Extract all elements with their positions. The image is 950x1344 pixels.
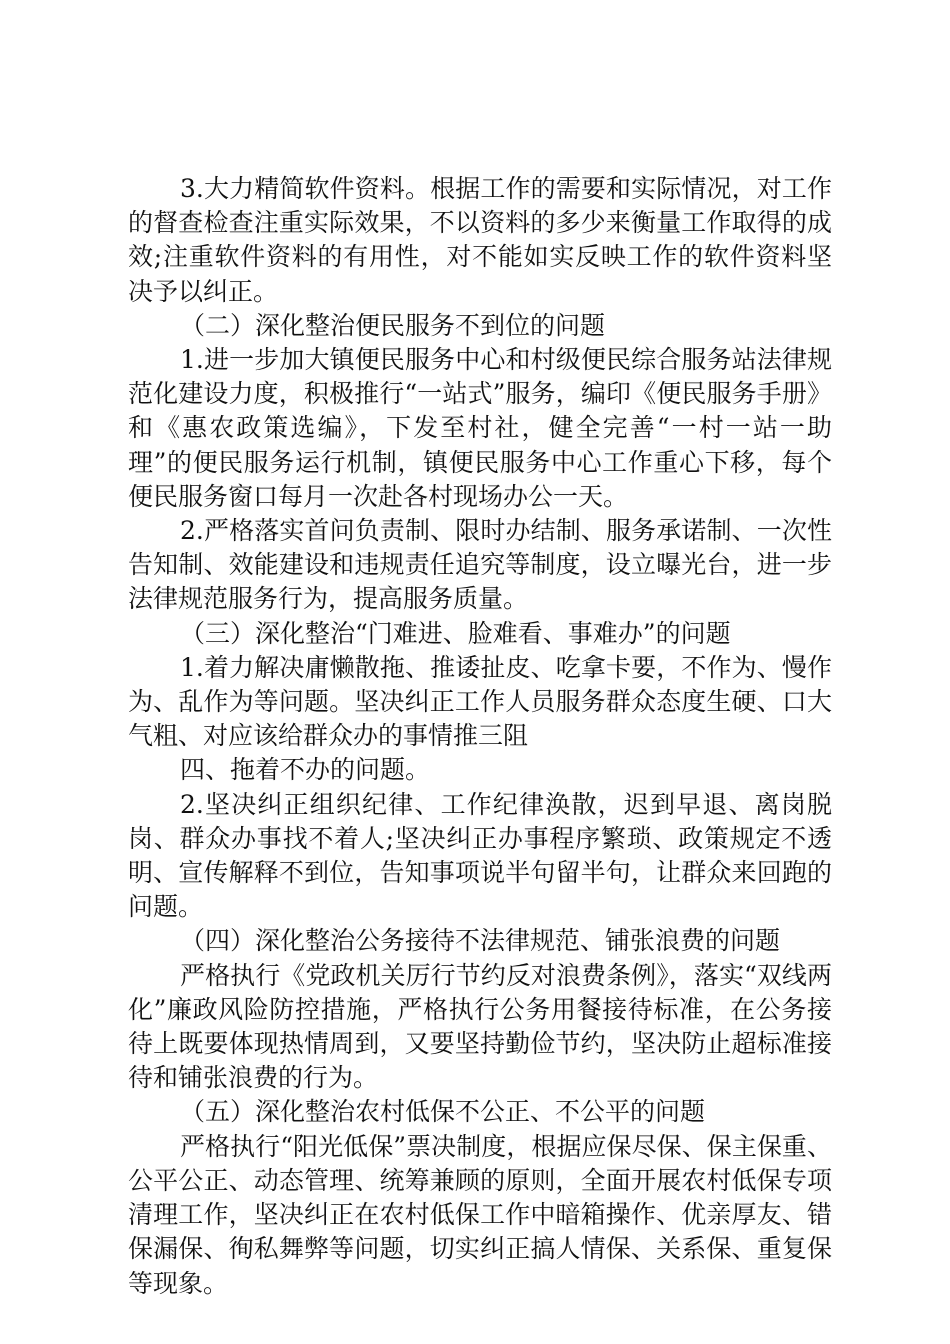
paragraph-body: 严格执行《党政机关厉行节约反对浪费条例》，落实“双线两化”廉政风险防控措施，严格执行公务用餐接待标准，在公务接待上既要体现热情周到，又要坚持勤俭节约，坚决防止超标准接待和铺张浪费的行为。 xyxy=(128,960,832,1093)
paragraph-continuation: 四、拖着不办的问题。 xyxy=(180,755,431,785)
section-heading-4: （四）深化整治公务接待不法律规范、铺张浪费的问题 xyxy=(180,926,781,956)
section-heading-3: （三）深化整治“门难进、脸难看、事难办”的问题 xyxy=(180,618,731,648)
paragraph-item-2: 2.坚决纠正组织纪律、工作纪律涣散，迟到早退、离岗脱岗、群众办事找不着人;坚决纠正办事程序繁琐、政策规定不透明、宣传解释不到位，告知事项说半句留半句，让群众来回跑的问题。 xyxy=(128,789,832,922)
paragraph-item-3: 3.大力精简软件资料。根据工作的需要和实际情况，对工作的督查检查注重实际效果，不以资料的多少来衡量工作取得的成效;注重软件资料的有用性，对不能如实反映工作的软件资料坚决予以纠正。 xyxy=(128,174,832,306)
paragraph-item-1: 1.着力解决庸懒散拖、推诿扯皮、吃拿卡要，不作为、慢作为、乱作为等问题。坚决纠正工作人员服务群众态度生硬、口大气粗、对应该给群众办的事情推三阻 xyxy=(128,652,832,751)
paragraph-body: 严格执行“阳光低保”票决制度，根据应保尽保、保主保重、公平公正、动态管理、统筹兼顾的原则，全面开展农村低保专项清理工作，坚决纠正在农村低保工作中暗箱操作、优亲厚友、错保漏保、徇私舞弊等问题，切实纠正搞人情保、关系保、重复保等现象。 xyxy=(128,1131,832,1298)
paragraph-item-1: 1.进一步加大镇便民服务中心和村级便民综合服务站法律规范化建设力度，积极推行“一站式”服务，编印《便民服务手册》和《惠农政策选编》，下发至村社，健全完善“一村一站一助理”的便民服务运行机制，镇便民服务中心工作重心下移，每个便民服务窗口每月一次赴各村现场办公一天。 xyxy=(128,345,832,511)
section-heading-5: （五）深化整治农村低保不公正、不公平的问题 xyxy=(180,1097,706,1127)
paragraph-item-2: 2.严格落实首问负责制、限时办结制、服务承诺制、一次性告知制、效能建设和违规责任追究等制度，设立曝光台，进一步法律规范服务行为，提高服务质量。 xyxy=(128,516,832,614)
section-heading-2: （二）深化整治便民服务不到位的问题 xyxy=(180,310,606,340)
document-page xyxy=(128,172,832,1301)
